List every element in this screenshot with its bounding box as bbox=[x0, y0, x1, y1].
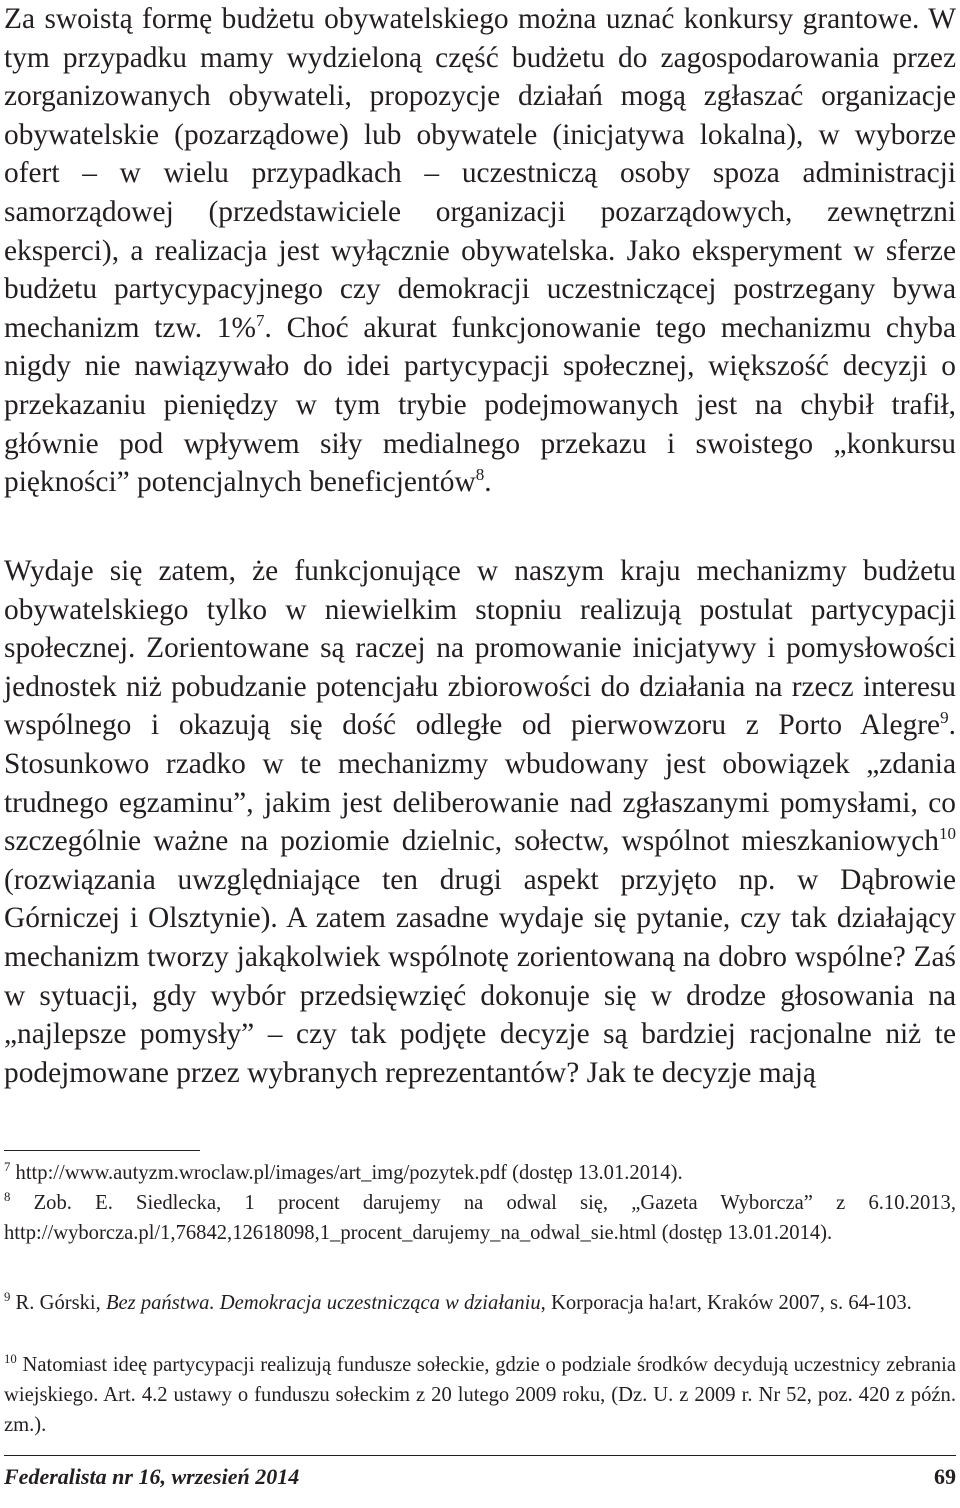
footer-divider bbox=[4, 1455, 956, 1456]
paragraph-2-text-a: Wydaje się zatem, że funkcjonujące w naszym kraju mechanizmy budżetu obywatelskiego tylko w niewielkim stopniu realizują postulat partycypacji społecznej. Zorientowane są raczej na promowanie inicjatywy i pomysłowości jednostek niż pobudzanie potencjału zbiorowości do działania na rzecz interesu wspólnego i okazują się dość odległe od pierwowzoru z Porto Alegre bbox=[4, 555, 956, 742]
paragraph-1-text-c: . bbox=[484, 466, 492, 499]
footnote-ref-7[interactable]: 7 bbox=[255, 310, 265, 330]
paragraph-grant-competitions bbox=[4, 0, 956, 502]
footnote-7 bbox=[4, 1158, 956, 1188]
footnote-9-publisher: , Korporacja ha!art, Kraków 2007, s. 64-103. bbox=[540, 1292, 912, 1314]
journal-name: Federalista nr 16, wrzesień 2014 bbox=[4, 1464, 300, 1489]
footnote-8 bbox=[4, 1188, 956, 1248]
paragraph-2-text-b: . Stosunkowo rzadko w te mechanizmy wbudowany jest obowiązek „zdania trudnego egzaminu”, jakim jest deliberowanie nad zgłaszanymi pomysłami, co szczególnie ważne na poziomie dzielnic, sołectw, wspólnot mieszkaniowych bbox=[4, 709, 956, 858]
footnote-10-text: Natomiast ideę partycypacji realizują fundusze sołeckie, gdzie o podziale środków decydują uczestnicy zebrania wiejskiego. Art. 4.2 ustawy o funduszu sołeckim z 20 lutego 2009 roku, (Dz. U. z 2009 r. Nr 52, poz. 420 z późn. zm.). bbox=[4, 1354, 956, 1436]
paragraph-participatory-budget bbox=[4, 552, 956, 1092]
paragraph-2-text-c: (rozwiązania uwzględniające ten drugi aspekt przyjęto np. w Dąbrowie Górniczej i Olsztynie). A zatem zasadne wydaje się pytanie, czy tak działający mechanizm tworzy jakąkolwiek wspólnotę zorientowaną na dobro wspólne? Zaś w sytuacji, gdy wybór przedsięwzięć dokonuje się w drodze głosowania na „najlepsze pomysły” – czy tak podjęte decyzje są bardziej racjonalne niż te podejmowane przez wybranych reprezentantów? Jak te decyzje mają bbox=[4, 863, 956, 1089]
footnote-9-author: R. Górski, bbox=[10, 1292, 106, 1314]
paragraph-1-text-b: . Choć akurat funkcjonowanie tego mechanizmu chyba nigdy nie nawiązywało do idei partycypacji społecznej, większość decyzji o przekazaniu pieniędzy w tym trybie podejmowanych jest na chybił trafił, głównie pod wpływem siły medialnego przekazu i swoistego „konkursu piękności” potencjalnych beneficjentów bbox=[4, 311, 956, 499]
footnote-10-number: 10 bbox=[4, 1352, 17, 1367]
footnote-7-number: 7 bbox=[4, 1160, 11, 1175]
footnote-9-number: 9 bbox=[4, 1290, 11, 1305]
footnote-9 bbox=[4, 1288, 956, 1318]
footnote-8-text[interactable]: Zob. E. Siedlecka, 1 procent darujemy na odwal się, „Gazeta Wyborcza” z 6.10.2013, http://wyborcza.pl/1,76842,12618098,1_procent_darujemy_na_odwal_sie.html (dostęp 13.01.2014). bbox=[4, 1192, 956, 1244]
footnote-9-book-title: Bez państwa. Demokracja uczestnicząca w działaniu bbox=[105, 1292, 541, 1314]
footnote-ref-8[interactable]: 8 bbox=[475, 465, 485, 485]
footnote-ref-9[interactable]: 9 bbox=[940, 708, 949, 728]
page-number: 69 bbox=[934, 1464, 956, 1489]
footnote-separator bbox=[4, 1150, 200, 1151]
paragraph-1-text-a: Za swoistą formę budżetu obywatelskiego można uznać konkursy grantowe. W tym przypadku mamy wydzieloną część budżetu do zagospodarowania przez zorganizowanych obywateli, propozycje działań mogą zgłaszać organizacje obywatelskie (pozarządowe) lub obywatele (inicjatywa lokalna), w wyborze ofert – w wielu przypadkach – uczestniczą osoby spoza administracji samorządowej (przedstawiciele organizacji pozarządowych, zewnętrzni eksperci), a realizacja jest wyłącznie obywatelska. Jako eksperyment w sferze budżetu partycypacyjnego czy demokracji uczestniczącej postrzegany bywa mechanizm tzw. 1% bbox=[4, 3, 956, 344]
footnote-7-text[interactable]: http://www.autyzm.wroclaw.pl/images/art_img/pozytek.pdf (dostęp 13.01.2014). bbox=[10, 1162, 683, 1184]
footnote-8-number: 8 bbox=[4, 1190, 11, 1205]
footnote-ref-10[interactable]: 10 bbox=[938, 824, 956, 844]
footnote-10 bbox=[4, 1350, 956, 1440]
